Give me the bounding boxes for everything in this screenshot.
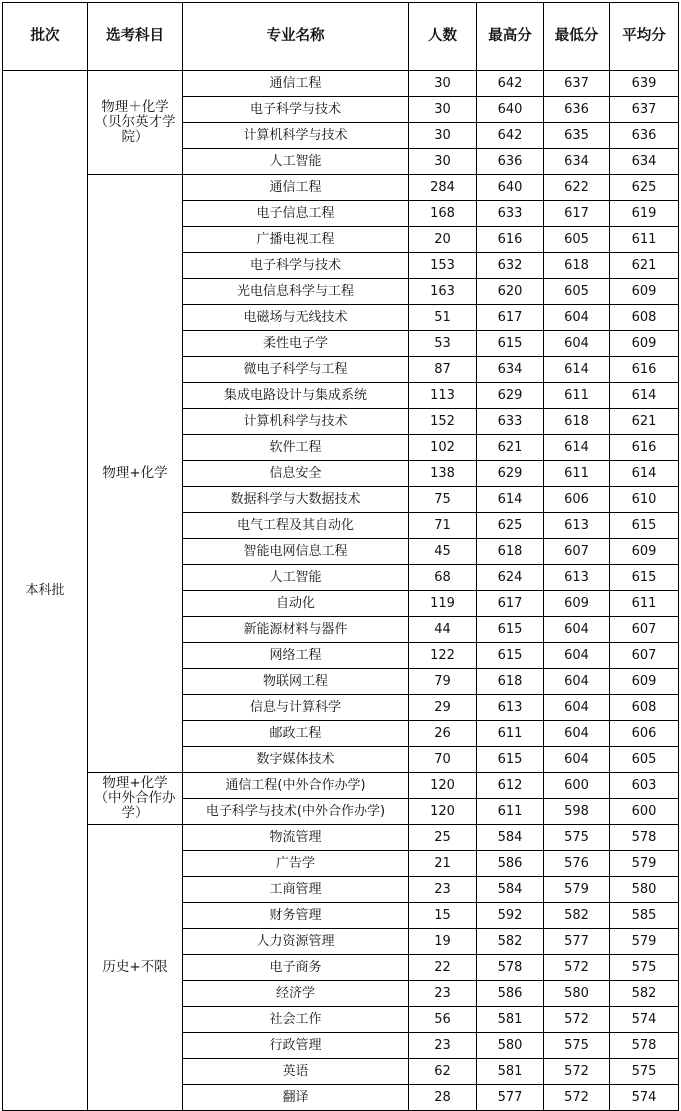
major-cell: 新能源材料与器件 xyxy=(183,617,409,643)
avg-cell: 600 xyxy=(610,799,679,825)
min-cell: 635 xyxy=(544,123,610,149)
max-cell: 617 xyxy=(477,305,544,331)
major-cell: 经济学 xyxy=(183,981,409,1007)
max-cell: 592 xyxy=(477,903,544,929)
min-cell: 609 xyxy=(544,591,610,617)
avg-cell: 637 xyxy=(610,97,679,123)
avg-cell: 615 xyxy=(610,513,679,539)
max-cell: 616 xyxy=(477,227,544,253)
avg-cell: 582 xyxy=(610,981,679,1007)
min-cell: 614 xyxy=(544,357,610,383)
max-cell: 618 xyxy=(477,539,544,565)
avg-cell: 614 xyxy=(610,383,679,409)
major-cell: 邮政工程 xyxy=(183,721,409,747)
min-cell: 604 xyxy=(544,669,610,695)
count-cell: 28 xyxy=(409,1085,477,1111)
count-cell: 71 xyxy=(409,513,477,539)
major-cell: 行政管理 xyxy=(183,1033,409,1059)
avg-cell: 611 xyxy=(610,591,679,617)
max-cell: 586 xyxy=(477,981,544,1007)
min-cell: 577 xyxy=(544,929,610,955)
max-cell: 586 xyxy=(477,851,544,877)
count-cell: 163 xyxy=(409,279,477,305)
header-major: 专业名称 xyxy=(183,3,409,71)
avg-cell: 608 xyxy=(610,695,679,721)
major-cell: 信息与计算科学 xyxy=(183,695,409,721)
avg-cell: 621 xyxy=(610,253,679,279)
avg-cell: 578 xyxy=(610,1033,679,1059)
count-cell: 19 xyxy=(409,929,477,955)
max-cell: 577 xyxy=(477,1085,544,1111)
max-cell: 624 xyxy=(477,565,544,591)
min-cell: 613 xyxy=(544,513,610,539)
count-cell: 120 xyxy=(409,773,477,799)
count-cell: 168 xyxy=(409,201,477,227)
max-cell: 621 xyxy=(477,435,544,461)
header-avg: 平均分 xyxy=(610,3,679,71)
min-cell: 604 xyxy=(544,643,610,669)
count-cell: 20 xyxy=(409,227,477,253)
max-cell: 615 xyxy=(477,643,544,669)
major-cell: 网络工程 xyxy=(183,643,409,669)
max-cell: 581 xyxy=(477,1007,544,1033)
major-cell: 物联网工程 xyxy=(183,669,409,695)
avg-cell: 614 xyxy=(610,461,679,487)
max-cell: 615 xyxy=(477,747,544,773)
min-cell: 604 xyxy=(544,695,610,721)
min-cell: 580 xyxy=(544,981,610,1007)
header-min: 最低分 xyxy=(544,3,610,71)
max-cell: 633 xyxy=(477,409,544,435)
table-row xyxy=(3,71,679,97)
avg-cell: 585 xyxy=(610,903,679,929)
min-cell: 576 xyxy=(544,851,610,877)
avg-cell: 615 xyxy=(610,565,679,591)
min-cell: 604 xyxy=(544,305,610,331)
max-cell: 629 xyxy=(477,383,544,409)
avg-cell: 609 xyxy=(610,331,679,357)
count-cell: 22 xyxy=(409,955,477,981)
major-cell: 数据科学与大数据技术 xyxy=(183,487,409,513)
avg-cell: 636 xyxy=(610,123,679,149)
max-cell: 611 xyxy=(477,799,544,825)
avg-cell: 578 xyxy=(610,825,679,851)
major-cell: 英语 xyxy=(183,1059,409,1085)
max-cell: 618 xyxy=(477,669,544,695)
count-cell: 45 xyxy=(409,539,477,565)
avg-cell: 574 xyxy=(610,1007,679,1033)
count-cell: 21 xyxy=(409,851,477,877)
max-cell: 615 xyxy=(477,331,544,357)
count-cell: 62 xyxy=(409,1059,477,1085)
count-cell: 68 xyxy=(409,565,477,591)
header-max: 最高分 xyxy=(477,3,544,71)
avg-cell: 610 xyxy=(610,487,679,513)
major-cell: 自动化 xyxy=(183,591,409,617)
min-cell: 572 xyxy=(544,1085,610,1111)
max-cell: 612 xyxy=(477,773,544,799)
count-cell: 51 xyxy=(409,305,477,331)
count-cell: 44 xyxy=(409,617,477,643)
batch-cell: 本科批 xyxy=(3,71,88,1111)
min-cell: 572 xyxy=(544,1007,610,1033)
min-cell: 582 xyxy=(544,903,610,929)
max-cell: 611 xyxy=(477,721,544,747)
min-cell: 618 xyxy=(544,409,610,435)
count-cell: 120 xyxy=(409,799,477,825)
min-cell: 605 xyxy=(544,279,610,305)
min-cell: 622 xyxy=(544,175,610,201)
count-cell: 30 xyxy=(409,123,477,149)
major-cell: 智能电网信息工程 xyxy=(183,539,409,565)
major-cell: 物流管理 xyxy=(183,825,409,851)
major-cell: 通信工程 xyxy=(183,71,409,97)
header-batch: 批次 xyxy=(3,3,88,71)
count-cell: 23 xyxy=(409,1033,477,1059)
min-cell: 572 xyxy=(544,955,610,981)
avg-cell: 575 xyxy=(610,1059,679,1085)
count-cell: 152 xyxy=(409,409,477,435)
avg-cell: 574 xyxy=(610,1085,679,1111)
major-cell: 电子商务 xyxy=(183,955,409,981)
max-cell: 642 xyxy=(477,71,544,97)
max-cell: 620 xyxy=(477,279,544,305)
avg-cell: 609 xyxy=(610,539,679,565)
major-cell: 计算机科学与技术 xyxy=(183,123,409,149)
count-cell: 30 xyxy=(409,71,477,97)
avg-cell: 621 xyxy=(610,409,679,435)
min-cell: 611 xyxy=(544,461,610,487)
count-cell: 56 xyxy=(409,1007,477,1033)
avg-cell: 616 xyxy=(610,357,679,383)
max-cell: 625 xyxy=(477,513,544,539)
table-body xyxy=(3,71,679,1111)
major-cell: 计算机科学与技术 xyxy=(183,409,409,435)
subject-group-cell: 物理＋化学（贝尔英才学院） xyxy=(88,71,183,175)
count-cell: 102 xyxy=(409,435,477,461)
avg-cell: 605 xyxy=(610,747,679,773)
max-cell: 634 xyxy=(477,357,544,383)
min-cell: 634 xyxy=(544,149,610,175)
count-cell: 75 xyxy=(409,487,477,513)
min-cell: 636 xyxy=(544,97,610,123)
major-cell: 社会工作 xyxy=(183,1007,409,1033)
min-cell: 618 xyxy=(544,253,610,279)
major-cell: 数字媒体技术 xyxy=(183,747,409,773)
max-cell: 633 xyxy=(477,201,544,227)
subject-group-cell: 历史+不限 xyxy=(88,825,183,1111)
major-cell: 人力资源管理 xyxy=(183,929,409,955)
count-cell: 29 xyxy=(409,695,477,721)
major-cell: 微电子科学与工程 xyxy=(183,357,409,383)
min-cell: 575 xyxy=(544,1033,610,1059)
admission-score-table xyxy=(2,2,679,1111)
major-cell: 软件工程 xyxy=(183,435,409,461)
major-cell: 电子科学与技术 xyxy=(183,97,409,123)
count-cell: 26 xyxy=(409,721,477,747)
max-cell: 629 xyxy=(477,461,544,487)
max-cell: 642 xyxy=(477,123,544,149)
avg-cell: 579 xyxy=(610,851,679,877)
major-cell: 电磁场与无线技术 xyxy=(183,305,409,331)
avg-cell: 580 xyxy=(610,877,679,903)
min-cell: 617 xyxy=(544,201,610,227)
major-cell: 集成电路设计与集成系统 xyxy=(183,383,409,409)
avg-cell: 607 xyxy=(610,643,679,669)
count-cell: 119 xyxy=(409,591,477,617)
count-cell: 153 xyxy=(409,253,477,279)
major-cell: 电子信息工程 xyxy=(183,201,409,227)
count-cell: 113 xyxy=(409,383,477,409)
avg-cell: 607 xyxy=(610,617,679,643)
avg-cell: 639 xyxy=(610,71,679,97)
major-cell: 通信工程(中外合作办学) xyxy=(183,773,409,799)
count-cell: 122 xyxy=(409,643,477,669)
table-row xyxy=(3,773,679,799)
major-cell: 广告学 xyxy=(183,851,409,877)
count-cell: 79 xyxy=(409,669,477,695)
max-cell: 582 xyxy=(477,929,544,955)
avg-cell: 608 xyxy=(610,305,679,331)
avg-cell: 611 xyxy=(610,227,679,253)
count-cell: 30 xyxy=(409,149,477,175)
min-cell: 600 xyxy=(544,773,610,799)
major-cell: 人工智能 xyxy=(183,149,409,175)
max-cell: 617 xyxy=(477,591,544,617)
header-row xyxy=(3,3,679,71)
avg-cell: 606 xyxy=(610,721,679,747)
avg-cell: 579 xyxy=(610,929,679,955)
max-cell: 640 xyxy=(477,175,544,201)
min-cell: 604 xyxy=(544,331,610,357)
max-cell: 614 xyxy=(477,487,544,513)
count-cell: 23 xyxy=(409,981,477,1007)
min-cell: 611 xyxy=(544,383,610,409)
count-cell: 138 xyxy=(409,461,477,487)
min-cell: 607 xyxy=(544,539,610,565)
subject-group-cell: 物理+化学 xyxy=(88,175,183,773)
min-cell: 604 xyxy=(544,721,610,747)
major-cell: 电气工程及其自动化 xyxy=(183,513,409,539)
count-cell: 30 xyxy=(409,97,477,123)
major-cell: 翻译 xyxy=(183,1085,409,1111)
count-cell: 70 xyxy=(409,747,477,773)
count-cell: 15 xyxy=(409,903,477,929)
max-cell: 581 xyxy=(477,1059,544,1085)
min-cell: 604 xyxy=(544,747,610,773)
avg-cell: 619 xyxy=(610,201,679,227)
max-cell: 578 xyxy=(477,955,544,981)
major-cell: 电子科学与技术(中外合作办学) xyxy=(183,799,409,825)
min-cell: 605 xyxy=(544,227,610,253)
count-cell: 23 xyxy=(409,877,477,903)
count-cell: 284 xyxy=(409,175,477,201)
max-cell: 640 xyxy=(477,97,544,123)
major-cell: 财务管理 xyxy=(183,903,409,929)
avg-cell: 575 xyxy=(610,955,679,981)
max-cell: 584 xyxy=(477,877,544,903)
avg-cell: 609 xyxy=(610,669,679,695)
header-subject: 选考科目 xyxy=(88,3,183,71)
count-cell: 53 xyxy=(409,331,477,357)
avg-cell: 603 xyxy=(610,773,679,799)
max-cell: 584 xyxy=(477,825,544,851)
min-cell: 613 xyxy=(544,565,610,591)
avg-cell: 616 xyxy=(610,435,679,461)
min-cell: 598 xyxy=(544,799,610,825)
major-cell: 通信工程 xyxy=(183,175,409,201)
min-cell: 637 xyxy=(544,71,610,97)
subject-group-cell: 物理+化学（中外合作办学） xyxy=(88,773,183,825)
table-row xyxy=(3,175,679,201)
count-cell: 87 xyxy=(409,357,477,383)
major-cell: 工商管理 xyxy=(183,877,409,903)
max-cell: 613 xyxy=(477,695,544,721)
max-cell: 636 xyxy=(477,149,544,175)
max-cell: 580 xyxy=(477,1033,544,1059)
min-cell: 572 xyxy=(544,1059,610,1085)
major-cell: 电子科学与技术 xyxy=(183,253,409,279)
max-cell: 632 xyxy=(477,253,544,279)
major-cell: 广播电视工程 xyxy=(183,227,409,253)
header-count: 人数 xyxy=(409,3,477,71)
count-cell: 25 xyxy=(409,825,477,851)
avg-cell: 625 xyxy=(610,175,679,201)
min-cell: 579 xyxy=(544,877,610,903)
min-cell: 575 xyxy=(544,825,610,851)
min-cell: 614 xyxy=(544,435,610,461)
avg-cell: 634 xyxy=(610,149,679,175)
max-cell: 615 xyxy=(477,617,544,643)
min-cell: 606 xyxy=(544,487,610,513)
table-row xyxy=(3,825,679,851)
min-cell: 604 xyxy=(544,617,610,643)
major-cell: 信息安全 xyxy=(183,461,409,487)
major-cell: 柔性电子学 xyxy=(183,331,409,357)
major-cell: 人工智能 xyxy=(183,565,409,591)
avg-cell: 609 xyxy=(610,279,679,305)
major-cell: 光电信息科学与工程 xyxy=(183,279,409,305)
